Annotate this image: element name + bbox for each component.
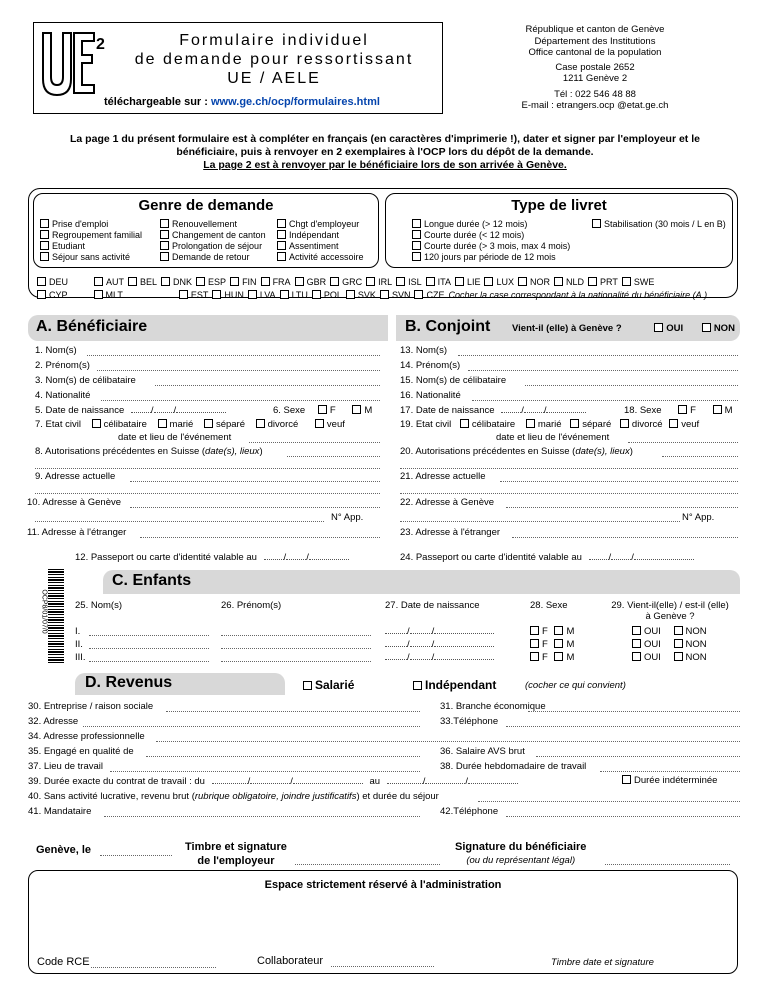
request-subbox — [33, 193, 379, 268]
svg-text:2: 2 — [96, 36, 105, 53]
child-index: II. — [75, 639, 83, 650]
revenue-note: (cocher ce qui convient) — [525, 680, 626, 691]
nationality-irl[interactable]: IRL — [366, 277, 392, 287]
field-14[interactable]: 14. Prénom(s) — [400, 360, 461, 371]
nationality-svn[interactable]: SVN — [380, 290, 411, 300]
admin-stamp: Timbre date et signature — [551, 957, 654, 968]
employer-signature: Timbre et signature de l'employeur — [185, 841, 287, 867]
spouse-question: Vient-il (elle) à Genève ? OUI NON — [512, 323, 735, 334]
section-c-header — [103, 570, 740, 594]
field-37[interactable]: 37. Lieu de travail — [28, 761, 103, 772]
permit-subbox — [385, 193, 733, 268]
permit-item[interactable]: Courte durée (> 3 mois, max 4 mois) — [412, 241, 570, 252]
request-box — [28, 188, 738, 298]
logo-ue2 — [40, 29, 106, 101]
nationality-mlt[interactable]: MLT — [94, 290, 123, 300]
section-a-title: A. Bénéficiaire — [36, 318, 148, 335]
field-10[interactable]: 10. Adresse à Genève — [27, 497, 122, 508]
field-16[interactable]: 16. Nationalité — [400, 390, 461, 401]
nationality-swe[interactable]: SWE — [622, 277, 655, 287]
spouse-non[interactable]: NON — [702, 323, 735, 334]
field-6[interactable]: 6. Sexe F M — [273, 405, 373, 416]
nationality-note: Cocher la case correspondant à la nationalité du bénéficiaire (A.) — [448, 290, 708, 300]
field-17[interactable]: 17. Date de naissance / / — [400, 405, 738, 416]
nationality-pol[interactable]: POL — [312, 290, 342, 300]
collaborateur[interactable]: Collaborateur — [257, 955, 324, 967]
nations-row2 — [37, 290, 737, 300]
request-col3 — [277, 219, 364, 263]
field-10-napp[interactable]: N° App. — [331, 512, 364, 523]
child-index: I. — [75, 626, 81, 637]
field-13[interactable]: 13. Nom(s) — [400, 345, 447, 356]
permit-stab[interactable]: Stabilisation (30 mois / L en B) — [592, 219, 726, 229]
field-9[interactable]: 9. Adresse actuelle — [35, 471, 116, 482]
barcode — [48, 568, 64, 663]
nationality-aut[interactable]: AUT — [94, 277, 124, 287]
nationality-svk[interactable]: SVK — [346, 290, 376, 300]
intro-text: La page 1 du présent formulaire est à compléter en français (en caractères d'imprimerie !), dater et signer par l'employeur et le bénéficiaire, puis à renvoyer en 2 exemplaires à l'OCP lors du dépôt de la demande. La page 2 est à renvoyer par le bénéficiaire lors de son arrivée à Genève. — [70, 133, 700, 171]
barcode-text: OCP8/01/07/0 — [40, 589, 48, 634]
req-item[interactable]: Etudiant — [40, 241, 142, 252]
nationality-cyp[interactable]: CYP — [37, 290, 68, 300]
req-item[interactable]: Prolongation de séjour — [160, 241, 266, 252]
nationality-lva[interactable]: LVA — [248, 290, 276, 300]
request-title: Genre de demande — [138, 197, 274, 214]
nationality-nld[interactable]: NLD — [554, 277, 584, 287]
field-33[interactable]: 33.Téléphone — [440, 716, 499, 727]
children-table: 25. Nom(s) 26. Prénom(s) 27. Date de naissance 28. Sexe 29. Vient-il(elle) / est-il (elle) à Genève ? I. / / F M OUI NON II. / / F M OUI NON III. / / F M OUI NON — [75, 600, 740, 670]
section-b-title: B. Conjoint — [405, 318, 491, 335]
field-19[interactable]: 19. Etat civil célibataire marié séparé divorcé veuf — [400, 419, 700, 430]
nationality-lie[interactable]: LIE — [455, 277, 481, 287]
field-42[interactable]: 42.Téléphone — [440, 806, 499, 817]
field-34[interactable]: 34. Adresse professionnelle — [28, 731, 145, 742]
nationality-bel[interactable]: BEL — [128, 277, 157, 287]
nations-row1 — [37, 277, 737, 287]
field-32[interactable]: 32. Adresse — [28, 716, 79, 727]
field-40[interactable]: 40. Sans activité lucrative, revenu brut (rubrique obligatoire, joindre justificatifs) et durée du séjour — [28, 791, 439, 802]
field-1[interactable]: 1. Nom(s) — [35, 345, 77, 356]
field-22-napp[interactable]: N° App. — [682, 512, 715, 523]
req-item[interactable]: Chgt d'employeur — [277, 219, 364, 230]
nationality-dnk[interactable]: DNK — [161, 277, 192, 287]
child-row[interactable]: II. / / F M OUI NON — [75, 639, 707, 650]
field-23[interactable]: 23. Adresse à l'étranger — [400, 527, 501, 538]
salarie-option[interactable]: Salarié — [303, 678, 354, 692]
field-2[interactable]: 2. Prénom(s) — [35, 360, 90, 371]
office-address: République et canton de Genève Département des Institutions Office cantonal de la population Case postale 2652 1211 Genève 2 Tél : 022 546 48 88 E-mail : etrangers.ocp @etat.ge.ch — [521, 24, 669, 111]
admin-box — [28, 870, 738, 974]
req-item[interactable]: Demande de retour — [160, 252, 266, 263]
field-4[interactable]: 4. Nationalité — [35, 390, 91, 401]
field-8[interactable]: 8. Autorisations précédentes en Suisse (date(s), lieux) — [35, 446, 263, 457]
nationality-fin[interactable]: FIN — [230, 277, 257, 287]
req-item[interactable]: Indépendant — [277, 230, 364, 241]
admin-title: Espace strictement réservé à l'administration — [264, 879, 502, 891]
section-a-fields — [27, 345, 380, 570]
field-12[interactable]: 12. Passeport ou carte d'identité valable au / / — [75, 552, 380, 563]
nationality-isl[interactable]: ISL — [396, 277, 422, 287]
section-b-fields — [400, 345, 738, 570]
permit-item[interactable]: 120 jours par période de 12 mois — [412, 252, 570, 263]
field-39[interactable]: 39. Durée exacte du contrat de travail : du / / au / / — [28, 776, 740, 787]
field-30[interactable]: 30. Entreprise / raison sociale — [28, 701, 154, 712]
nationality-hun[interactable]: HUN — [212, 290, 244, 300]
field-20[interactable]: 20. Autorisations précédentes en Suisse (date(s), lieux) — [400, 446, 633, 457]
field-21[interactable]: 21. Adresse actuelle — [400, 471, 486, 482]
req-item[interactable]: Assentiment — [277, 241, 364, 252]
field-11[interactable]: 11. Adresse à l'étranger — [27, 527, 127, 538]
spouse-oui[interactable]: OUI — [654, 323, 683, 334]
independant-option[interactable]: Indépendant — [413, 678, 496, 692]
req-item[interactable]: Regroupement familial — [40, 230, 142, 241]
field-41[interactable]: 41. Mandataire — [28, 806, 92, 817]
section-d-fields — [28, 701, 740, 831]
request-col2 — [160, 219, 266, 263]
field-7[interactable]: 7. Etat civil célibataire marié séparé divorcé veuf — [35, 419, 345, 430]
nationality-lux[interactable]: LUX — [484, 277, 514, 287]
field-36[interactable]: 36. Salaire AVS brut — [440, 746, 525, 757]
nationality-ltu[interactable]: LTU — [280, 290, 308, 300]
field-19-event[interactable]: date et lieu de l'événement — [496, 432, 610, 443]
nationality-prt[interactable]: PRT — [588, 277, 618, 287]
nationality-ita[interactable]: ITA — [426, 277, 451, 287]
beneficiary-signature: Signature du bénéficiaire (ou du représentant légal) — [455, 841, 587, 866]
section-d-title: D. Revenus — [85, 674, 173, 691]
child-row[interactable]: III. / / F M OUI NON — [75, 652, 707, 663]
field-31[interactable]: 31. Branche économique — [440, 701, 546, 712]
field-35[interactable]: 35. Engagé en qualité de — [28, 746, 134, 757]
req-item[interactable]: Activité accessoire — [277, 252, 364, 263]
nationality-fra[interactable]: FRA — [261, 277, 291, 287]
req-item[interactable]: Renouvellement — [160, 219, 266, 230]
duree-indeterminee[interactable]: Durée indéterminée — [622, 775, 740, 786]
header-box — [33, 22, 443, 114]
req-item[interactable]: Prise d'emploi — [40, 219, 142, 230]
download-line: téléchargeable sur : www.ge.ch/ocp/formulaires.html — [104, 96, 380, 108]
permit-title: Type de livret — [511, 197, 607, 214]
req-item[interactable]: Séjour sans activité — [40, 252, 142, 263]
geneve-date[interactable]: Genève, le — [36, 844, 92, 856]
download-link[interactable]: www.ge.ch/ocp/formulaires.html — [211, 96, 380, 108]
field-24[interactable]: 24. Passeport ou carte d'identité valable au / / — [400, 552, 738, 563]
nationality-cze[interactable]: CZE — [414, 290, 444, 300]
field-18[interactable]: 18. Sexe F M — [624, 405, 733, 416]
field-7-event[interactable]: date et lieu de l'événement — [118, 432, 232, 443]
field-38[interactable]: 38. Durée hebdomadaire de travail — [440, 761, 587, 772]
field-3[interactable]: 3. Nom(s) de célibataire — [35, 375, 136, 386]
nationality-deu[interactable]: DEU — [37, 277, 68, 287]
code-rce[interactable]: Code RCE — [37, 956, 90, 968]
nationality-gbr[interactable]: GBR — [295, 277, 327, 287]
nationality-est[interactable]: EST — [179, 290, 209, 300]
request-col1 — [40, 219, 142, 263]
req-item[interactable]: Changement de canton — [160, 230, 266, 241]
permit-list — [412, 219, 570, 263]
field-22[interactable]: 22. Adresse à Genève — [400, 497, 495, 508]
section-c-title: C. Enfants — [112, 572, 192, 589]
field-5[interactable]: 5. Date de naissance / / — [35, 405, 380, 416]
permit-item[interactable]: Courte durée (< 12 mois) — [412, 230, 570, 241]
field-15[interactable]: 15. Nom(s) de célibataire — [400, 375, 507, 386]
child-row[interactable]: I. / / F M OUI NON — [75, 626, 707, 637]
permit-item[interactable]: Longue durée (> 12 mois) — [412, 219, 570, 230]
form-title: Formulaire individuel de demande pour ressortissant UE / AELE — [134, 32, 414, 87]
nationality-esp[interactable]: ESP — [196, 277, 226, 287]
nationality-grc[interactable]: GRC — [330, 277, 362, 287]
child-index: III. — [75, 652, 86, 663]
nationality-nor[interactable]: NOR — [518, 277, 550, 287]
